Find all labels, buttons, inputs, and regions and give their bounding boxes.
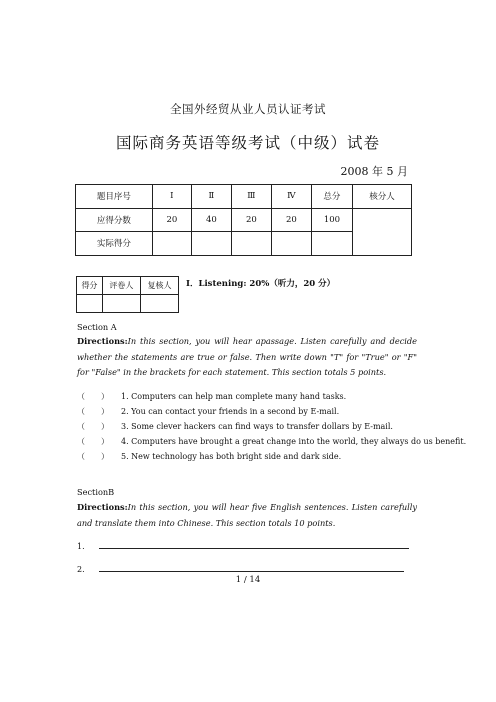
- answer-number: 2.: [77, 565, 85, 574]
- grader-marker-header: 评卷人: [102, 277, 140, 295]
- points-part-3: 20: [231, 208, 271, 232]
- item-text: 2. You can contact your friends in a second by E-mail.: [121, 407, 340, 416]
- grader-reviewer-header: 复核人: [140, 277, 178, 295]
- item-text: 4. Computers have brought a great change into the world, they always do us benefit.: [121, 437, 467, 446]
- exam-authority-title: 全国外经贸从业人员认证考试: [170, 102, 326, 116]
- score-table-points-row: [76, 208, 412, 232]
- points-part-4: 20: [271, 208, 311, 232]
- grader-score-header: 得分: [77, 277, 103, 295]
- answer-bracket[interactable]: （ ）: [77, 422, 109, 431]
- list-item: [77, 406, 339, 417]
- section-a-label: Section A: [77, 322, 117, 332]
- answer-line-2: [77, 563, 404, 574]
- score-summary-table: [75, 184, 412, 256]
- section-b-directions-text: In this section, you will hear five English sentences. Listen carefully and translate them into Chinese. This section totals 10 points.: [77, 502, 417, 528]
- checker-cell[interactable]: [352, 208, 411, 255]
- actual-part-4[interactable]: [271, 232, 311, 256]
- section-a-directions-label: Directions:: [77, 336, 128, 346]
- points-part-2: 40: [191, 208, 231, 232]
- actual-total[interactable]: [311, 232, 352, 256]
- grader-table: [76, 276, 179, 313]
- grader-reviewer-cell[interactable]: [140, 295, 178, 313]
- header-part-2: Ⅱ: [191, 185, 231, 209]
- section-1-heading: Ⅰ．Listening: 20%（听力，20 分）: [186, 279, 336, 289]
- section-b-directions: [77, 500, 417, 531]
- list-item: [77, 421, 393, 432]
- item-text: 3. Some clever hackers can find ways to transfer dollars by E-mail.: [121, 422, 393, 431]
- answer-number: 1.: [77, 542, 85, 551]
- header-checker: 核分人: [352, 185, 411, 209]
- header-total: 总分: [311, 185, 352, 209]
- answer-bracket[interactable]: （ ）: [77, 407, 109, 416]
- header-question-no: 题目序号: [76, 185, 153, 209]
- points-part-1: 20: [152, 208, 191, 232]
- actual-row-label: 实际得分: [76, 232, 153, 256]
- answer-blank[interactable]: [99, 540, 409, 549]
- actual-part-3[interactable]: [231, 232, 271, 256]
- answer-line-1: [77, 540, 409, 551]
- list-item: [77, 391, 346, 402]
- item-text: 5. New technology has both bright side and dark side.: [121, 452, 342, 461]
- answer-bracket[interactable]: （ ）: [77, 452, 109, 461]
- score-table-header-row: [76, 185, 412, 209]
- section-b-label: SectionB: [77, 487, 115, 497]
- points-total: 100: [311, 208, 352, 232]
- header-part-1: Ⅰ: [152, 185, 191, 209]
- grader-input-row: [77, 295, 179, 313]
- section-b-directions-label: Directions:: [77, 502, 128, 512]
- section-a-directions: [77, 334, 417, 381]
- actual-part-1[interactable]: [152, 232, 191, 256]
- points-row-label: 应得分数: [76, 208, 153, 232]
- actual-part-2[interactable]: [191, 232, 231, 256]
- page-number: 1 / 14: [235, 575, 261, 585]
- list-item: [77, 451, 341, 462]
- answer-bracket[interactable]: （ ）: [77, 392, 109, 401]
- grader-score-cell[interactable]: [77, 295, 103, 313]
- header-part-3: Ⅲ: [231, 185, 271, 209]
- answer-bracket[interactable]: （ ）: [77, 437, 109, 446]
- answer-blank[interactable]: [99, 563, 404, 572]
- exam-date: 2008 年 5 月: [340, 165, 408, 178]
- exam-paper-title: 国际商务英语等级考试（中级）试卷: [115, 134, 380, 152]
- grader-marker-cell[interactable]: [102, 295, 140, 313]
- grader-header-row: [77, 277, 179, 295]
- section-a-directions-text: In this section, you will hear apassage. Listen carefully and decide whether the statements are true or false. Then write down "T" for "True" or "F" for "False" in the brackets for each statement. This section totals 5 points.: [77, 336, 417, 377]
- item-text: 1. Computers can help man complete many hand tasks.: [121, 392, 347, 401]
- list-item: [77, 436, 466, 447]
- header-part-4: Ⅳ: [271, 185, 311, 209]
